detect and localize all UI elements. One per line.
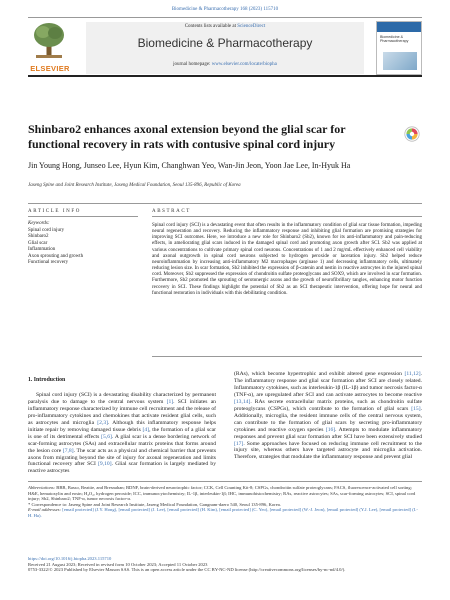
keyword: Glial scar — [28, 240, 48, 246]
abbreviations-text: BBB, Basso, Beattie, and Bresnahan; BDNF, brain-derived neurotrophic factor; CCK, Cell Counting Kit-8; CSPGs, chondroitin sulfate proteoglycans; FACS, fluorescence-activated cell sorting; H&E, hematoxylin and eosin; H₂O₂, hydrogen peroxide; ICC, immunocytochemistry; IL-1β, interleukin-1β; IHC, immunohistochemistry; RAs, reactive astrocytes; SAs, scar-forming astrocytes; SCI, spinal cord injury; Sb2, Shinbaro2; TNF-α, tumor necrosis factor-α. — [28, 485, 416, 501]
keyword: Inflammation — [28, 247, 56, 253]
article-info-heading: ARTICLE INFO — [28, 209, 81, 214]
body-text: . Although this inflammatory response helps initiate repair by removing damaged tissue debris — [28, 419, 217, 433]
journal-homepage-link[interactable]: www.elsevier.com/locate/biopha — [211, 62, 277, 67]
cover-image — [383, 52, 417, 70]
footnotes — [28, 485, 422, 518]
keywords-label: Keywords: — [28, 221, 50, 226]
body-paragraph — [234, 371, 422, 461]
abstract-text: Spinal cord injury (SCI) is a devastating event that often results in the inflammatory condition of glial scar tissue formation, impeding neural regeneration and recovery. Reducing the inflammatory response and inhibiting glial formation are promising strategies for improving SCI outcomes. Here, we introduce a new role for Shinbaro2 (Sb2), known for its anti-inflammatory and pain-reducing effects, in ameliorating glial scars induced in the damaged spinal cord and promoting axon growth after SCI. Sb2 was applied at various concentrations to cultivate primary spinal cord neurons. Concentrations of 1 and 2 mg/mL effectively enhanced cell viability and axonal outgrowth in spinal cord neurons subjected to hydrogen peroxide or laceration injury. Sb2 helped reduce neuroinflammation by increasing anti-inflammatory M2 macrophages (arginase 1) and decreasing inflammatory cells, ultimately reducing lesion size. In scar formation, Sb2 inhibited the expression of β-catenin and nestin in reactive astrocytes in the injured spinal cord. Moreover, Sb2 suppressed the expression of chondroitin sulfate proteoglycans and SOX9, which are involved in scar formation. Furthermore, Sb2 promoted the sprouting of serotonergic axons and the growth of neurofibrillary tangles, enhancing motor function recovery in SCI. These findings highlight the potential of Sb2 as an SCI therapeutic intervention, offering hope for neural and functional restoration in individuals with this debilitating condition. — [152, 223, 422, 296]
keywords-box — [28, 221, 138, 266]
body-text: . Some approaches have focused on reducing immune cell recruitment to the injury site, whereas others have targeted astrocyte and microglia activation. Therefore, strategies that modulate the inflammatory response and prevent glial — [234, 440, 422, 461]
journal-masthead — [28, 17, 422, 77]
body-text: . SCI initiates an inflammatory response characterized by immune cell recruitment and the release of pro-inflammatory cytokines and chemokines that activate resident glial cells, such as astrocytes and microglia — [28, 398, 216, 426]
author-emails[interactable]: [email protected] (J.Y. Hong), [email protected] (J. Lee), [email protected] (H. Kim), [email protected] (C. Yeo), [email protected] (W.-J. Jeon), [email protected] (Y.J. Lee), [email protected] (I.-H. Ha). — [28, 507, 418, 518]
article-footer — [28, 556, 422, 573]
author-list[interactable]: Jin Young Hong, Junseo Lee, Hyun Kim, Changhwan Yeo, Wan-Jin Jeon, Yoon Jae Lee, In-Hyuk Ha — [28, 161, 351, 170]
email-note — [28, 507, 422, 518]
divider — [28, 216, 138, 217]
cover-title: Biomedicine & Pharmacotherapy — [380, 35, 409, 44]
masthead-banner — [86, 22, 364, 74]
citation-link[interactable]: [15] — [411, 405, 421, 412]
elsevier-tree-icon — [32, 21, 66, 59]
body-text: . The scar acts as a physical and chemical barrier that prevents axons from migrating beyond the site of injury for axonal regeneration and limits functional recovery after SCI — [28, 447, 216, 468]
email-label: E-mail addresses: — [28, 507, 62, 512]
citation-link[interactable]: [2,3] — [97, 419, 108, 426]
author-affiliation: Jaseng Spine and Joint Research Institute, Jaseng Medical Foundation, Seoul 135-896, Republic of Korea — [28, 183, 241, 188]
body-column-left — [28, 263, 216, 475]
footnote-divider — [28, 481, 422, 482]
body-text: . Glial scar formation is largely mediated by reactive astrocytes — [28, 461, 216, 475]
cover-band — [377, 22, 421, 32]
body-text: . Attempts to modulate inflammatory responses and prevent glial scar formation after SCI have been extensively studied — [234, 426, 422, 440]
publisher-logo[interactable] — [28, 21, 72, 75]
introduction-heading: 1. Introduction — [28, 377, 66, 383]
citation-link[interactable]: [16] — [325, 426, 336, 433]
body-text: . Additionally, microglia, the resident immune cells of the central nervous system, can contribute to the formation of glial scars by secreting pro-inflammatory cytokines and reactive oxygen species — [234, 405, 422, 433]
citation-link[interactable]: [9,10] — [98, 461, 112, 468]
keyword: Functional recovery — [28, 259, 69, 265]
sciencedirect-link[interactable]: ScienceDirect — [237, 24, 266, 29]
divider — [28, 203, 422, 204]
body-text: (RAs), which become hypertrophic and exhibit altered gene expression — [234, 371, 405, 377]
citation-link[interactable]: [5,6] — [101, 433, 112, 440]
body-text: Spinal cord injury (SCI) is a devastating disability characterized by permanent paralysis due to damage to the central nervous system — [28, 391, 216, 405]
abbreviations-note — [28, 485, 422, 502]
homepage-prefix: journal homepage: — [173, 62, 212, 67]
publisher-wordmark: ELSEVIER — [30, 64, 70, 73]
body-column-right — [234, 371, 422, 461]
citation-link[interactable]: [11,12] — [404, 371, 421, 377]
running-head: Biomedicine & Pharmacotherapy 168 (2023) 115710 — [171, 7, 279, 12]
crossmark-icon[interactable] — [404, 126, 420, 142]
doi-link[interactable]: https://doi.org/10.1016/j.biopha.2023.115710 — [28, 556, 112, 561]
citation-link[interactable]: [1] — [166, 398, 174, 405]
body-text: . A glial scar is a dense bordering network of scar-forming astrocytes (SAs) and extracellular matrix proteins that forms around the lesion core — [28, 433, 217, 454]
homepage-line — [86, 62, 364, 67]
keyword: Shinbaro2 — [28, 234, 49, 240]
body-paragraph — [28, 392, 216, 475]
divider — [152, 216, 422, 217]
contents-prefix: Contents lists available at — [184, 24, 238, 29]
body-text: . RAs secrete extracellular matrix proteins, such as chondroitin sulfate proteoglycans (CSPGs), which contribute to the formation of glial scars — [234, 398, 422, 412]
citation-link[interactable]: [7,8] — [62, 447, 74, 454]
body-text: , the formation of a glial scar is one of its detrimental effects — [28, 426, 216, 440]
journal-cover-thumbnail[interactable] — [376, 21, 422, 75]
article-history: Received 21 August 2023; Received in revised form 10 October 2023; Accepted 11 October 2023 — [28, 561, 208, 567]
body-text: . The inflammatory response and glial scar formation after SCI are closely related. Inflammatory cytokines, such as interleukin-1β (IL-1β) and tumor necrosis factor-α (TNF-α), are upregulated after SCI and can activate astrocytes to become reactive — [234, 371, 422, 398]
license-note: 0753-3322/© 2023 Published by Elsevier Masson SAS. This is an open access article under the CC BY-NC-ND license (http://creativecommons.org/licenses/by-nc-nd/4.0/). — [28, 567, 346, 572]
abstract-heading: ABSTRACT — [152, 209, 191, 214]
keyword: Spinal cord injury — [28, 227, 65, 233]
correspondence-note: * Correspondence to: Jaseng Spine and Joint Research Institute, Jaseng Medical Foundation, Gangnam-daero 540, Seoul 135-896, Korea. — [28, 501, 281, 507]
article-title: Shinbaro2 enhances axonal extension beyond the glial scar for functional recovery in rats with contusive spinal cord injury — [28, 122, 346, 151]
citation-link[interactable]: [4] — [142, 426, 150, 433]
citation-link[interactable]: [13,14] — [234, 398, 251, 405]
contents-line — [86, 24, 364, 29]
abbreviations-label: Abbreviations: — [28, 485, 56, 490]
journal-name[interactable]: Biomedicine & Pharmacotherapy — [137, 36, 313, 50]
keyword: Axon sprouting and growth — [28, 253, 84, 259]
citation-link[interactable]: [17] — [234, 440, 244, 447]
